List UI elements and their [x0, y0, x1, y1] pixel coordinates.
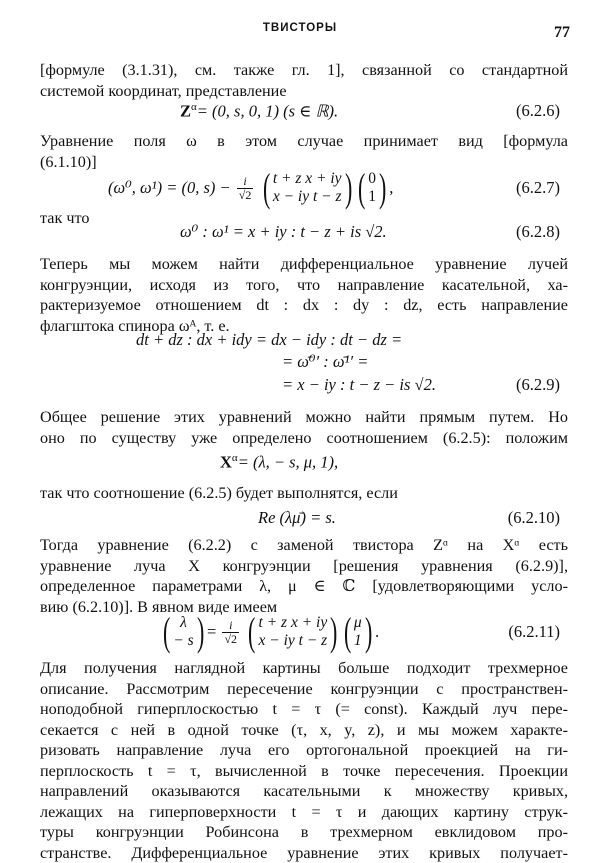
- column-vector: [173, 614, 193, 650]
- equation-6-2-10: [40, 508, 568, 532]
- text-line: описание. Рассмотрим пересечение конгруэнции с пространствен-: [40, 679, 568, 700]
- matrix-row: t + z x + iy: [273, 170, 342, 188]
- equation-6-2-6: [40, 101, 568, 125]
- vector-entry: − s: [173, 632, 193, 650]
- equation-number: (6.2.6): [516, 101, 560, 121]
- text-line: направлений оказываются касательными к множеству кривых,: [40, 781, 568, 802]
- text-line: (6.1.10)]: [40, 152, 568, 173]
- text-line: рактеризуемое отношением dt : dx : dy : dz, есть направление: [40, 295, 568, 316]
- text-line: флагштока спинора ωᴬ, т. е.: [40, 316, 568, 337]
- fraction-numerator: i: [222, 619, 239, 633]
- twistor-symbol: Z: [180, 102, 191, 121]
- text-line: ноподобной гиперплоскостью t = τ (= const). Каждый луч пере-: [40, 699, 568, 720]
- punctuation: .: [375, 622, 379, 641]
- equation-6-2-8: [40, 222, 568, 246]
- running-title: ТВИСТОРЫ: [0, 22, 600, 34]
- text-line: [формуле (3.1.31), см. также гл. 1], связанной со стандартной: [40, 60, 568, 81]
- paragraph-6: [40, 483, 568, 504]
- text-line: Тогда уравнение (6.2.2) с заменой твистора Zᵅ на Xᵅ есть: [40, 535, 568, 556]
- paren-close: ): [365, 612, 372, 652]
- equation-body: [160, 612, 379, 652]
- vector-entry: 1: [354, 632, 362, 650]
- equation-body: [108, 168, 393, 208]
- fraction: [237, 175, 254, 202]
- equation-rhs: = (λ, − s, μ, 1),: [238, 453, 338, 472]
- column-vector: [354, 614, 362, 650]
- equation-6-2-11: [40, 612, 568, 654]
- equation-number: (6.2.8): [516, 222, 560, 242]
- vector-entry: 0: [368, 170, 376, 188]
- paragraph-4: [40, 254, 568, 336]
- matrix: [259, 614, 328, 650]
- equation-line: = ω̄⁰′ : ω̄¹′ =: [282, 352, 368, 372]
- text-line: уравнение луча X конгруэнции [решения уравнения (6.2.9)],: [40, 556, 568, 577]
- twistor-symbol: X: [220, 453, 232, 472]
- running-header: [0, 22, 600, 42]
- matrix-row: t + z x + iy: [259, 614, 328, 632]
- paren-open: (: [344, 612, 351, 652]
- text-line: ризовать направление луча его ортогональной проекцией на ги-: [40, 740, 568, 761]
- equation-number: (6.2.11): [508, 622, 560, 642]
- text-line: так что соотношение (6.2.5) будет выполнятся, если: [40, 483, 568, 504]
- paren-open: (: [163, 612, 170, 652]
- text-line: странстве. Дифференциальное уравнение этих кривых получает-: [40, 843, 568, 863]
- text-line: Теперь мы можем найти дифференциальное уравнение лучей: [40, 254, 568, 275]
- paragraph-7: [40, 535, 568, 617]
- text-line: так что: [40, 208, 568, 229]
- equation-number: (6.2.10): [508, 508, 560, 528]
- equation-line: = x − iy : t − z − is √2.: [282, 375, 436, 395]
- matrix-row: x − iy t − z: [273, 188, 342, 206]
- paren-close: ): [330, 612, 337, 652]
- equation-line: dt + dz : dx + idy = dx − idy : dt − dz =: [136, 330, 402, 350]
- paren-close: ): [197, 612, 204, 652]
- equation-number: (6.2.7): [516, 178, 560, 198]
- fraction-denominator: √2: [222, 633, 239, 646]
- paren-open: (: [248, 612, 255, 652]
- text-line: туры конгруэнции Робинсона в трехмерном евклидовом про-: [40, 822, 568, 843]
- equation-6-2-9: [40, 330, 568, 396]
- matrix-row: x − iy t − z: [259, 632, 328, 650]
- index-alpha: α: [191, 101, 197, 113]
- text-line: лежащих на гиперповерхности t = τ и дающих картину струк-: [40, 802, 568, 823]
- text-line: оно по существу уже определено соотношением (6.2.5): положим: [40, 428, 568, 449]
- equation-rhs: = (0, s, 0, 1) (s ∈ ℝ).: [197, 102, 338, 121]
- equation-x-alpha: [40, 452, 568, 476]
- matrix: [273, 170, 342, 206]
- fraction: [222, 619, 239, 646]
- vector-entry: 1: [368, 188, 376, 206]
- page-number: 77: [554, 24, 570, 42]
- paragraph-8: [40, 658, 568, 863]
- fraction-numerator: i: [237, 175, 254, 189]
- column-vector: [368, 170, 376, 206]
- equation-body: [180, 101, 338, 122]
- equation-lhs: (ω⁰, ω¹) = (0, s) −: [108, 178, 231, 197]
- fraction-denominator: √2: [237, 189, 254, 202]
- text-line: Для получения наглядной картины больше подходит трехмерное: [40, 658, 568, 679]
- text-line: Уравнение поля ω в этом случае принимает вид [формула: [40, 131, 568, 152]
- equation-number: (6.2.9): [516, 375, 560, 395]
- vector-entry: μ: [354, 614, 362, 632]
- text-line: секается с ней в одной точке (τ, x, y, z), и мы можем характе-: [40, 720, 568, 741]
- equation-body: ω⁰ : ω¹ = x + iy : t − z + is √2.: [180, 222, 387, 242]
- text-line: Общее решение этих уравнений можно найти прямым путем. Но: [40, 407, 568, 428]
- paren-close: ): [379, 168, 386, 208]
- text-line: перплоскость t = τ, вычисленной в точке пересечения. Проекции: [40, 761, 568, 782]
- text-line: определенное параметрами λ, μ ∈ ℂ [удовлетворяющими усло-: [40, 576, 568, 597]
- equation-body: [220, 452, 338, 473]
- paragraph-2: [40, 131, 568, 172]
- text-line: системой координат, представление: [40, 81, 568, 102]
- paren-close: ): [345, 168, 352, 208]
- paren-open: (: [358, 168, 365, 208]
- text-line: конгруэнции, исходя из того, что направление касательной, ха-: [40, 275, 568, 296]
- vector-entry: λ: [173, 614, 193, 632]
- paren-open: (: [262, 168, 269, 208]
- index-alpha: α: [232, 452, 238, 464]
- equals-sign: =: [207, 622, 216, 641]
- paragraph-1: [40, 60, 568, 101]
- equation-body: Re (λμ̄) = s.: [258, 508, 336, 528]
- text-line: вию (6.2.10)]. В явном виде имеем: [40, 597, 568, 618]
- equation-6-2-7: [40, 168, 568, 208]
- paragraph-5: [40, 407, 568, 448]
- punctuation: ,: [389, 178, 393, 197]
